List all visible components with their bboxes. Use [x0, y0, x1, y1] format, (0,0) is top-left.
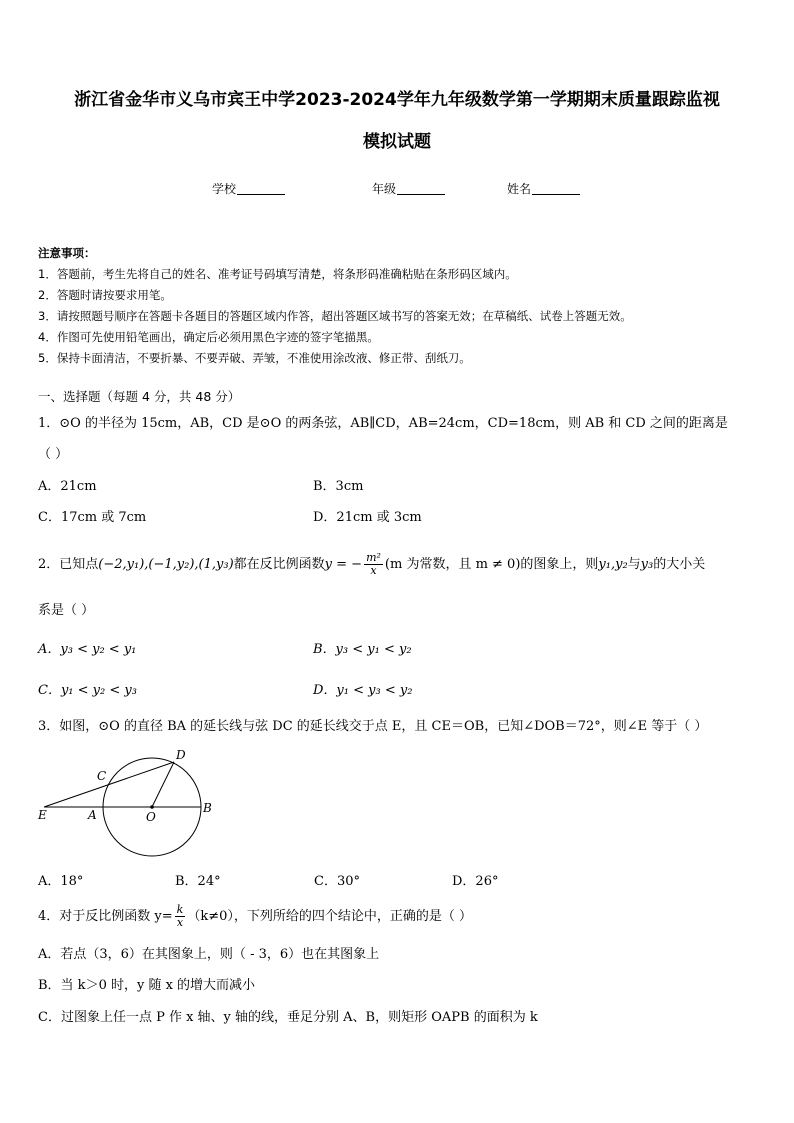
note-item: 5．保持卡面清洁，不要折暴、不要弄破、弄皱，不准使用涂改液、修正带、刮纸刀。	[38, 351, 471, 365]
q2-option-b[interactable]: B．y₃ < y₁ < y₂	[313, 642, 412, 657]
label-o: O	[146, 810, 156, 824]
q2-function-fraction	[364, 552, 383, 577]
exam-title-line-2: 模拟试题	[363, 132, 431, 152]
q1-option-b[interactable]: B．3cm	[313, 479, 364, 494]
q1-stem-line-2: （ ）	[38, 447, 69, 462]
student-info-fields	[0, 180, 794, 202]
q2-points: (−2,y₁),(−1,y₂),(1,y₃)	[98, 557, 234, 572]
q2-stem-line-2: 系是（ ）	[38, 603, 95, 618]
name-blank[interactable]	[532, 182, 580, 195]
section-title: 一、选择题（每题 4 分，共 48 分）	[38, 389, 241, 404]
q2-vars: y₁,y₂	[598, 557, 628, 572]
q3-stem: 3．如图，⊙O 的直径 BA 的延长线与弦 DC 的延长线交于点 E，且 CE＝OB，已知∠DOB＝72°，则∠E 等于（ ）	[38, 719, 708, 734]
q3-option-a[interactable]: A．18°	[38, 874, 84, 889]
q4-option-a[interactable]: A．若点（3，6）在其图象上，则（ - 3，6）也在其图象上	[38, 947, 380, 962]
notes-title: 注意事项：	[38, 246, 96, 260]
label-d: D	[176, 748, 186, 762]
q4-stem	[38, 902, 472, 932]
q4-option-b[interactable]: B．当 k＞0 时，y 随 x 的增大而减小	[38, 978, 256, 993]
q4-option-c[interactable]: C．过图象上任一点 P 作 x 轴、y 轴的线，垂足分别 A、B，则矩形 OAPB 的面积为 k	[38, 1010, 538, 1025]
q3-option-d[interactable]: D．26°	[452, 874, 499, 889]
q1-option-a[interactable]: A．21cm	[38, 479, 97, 494]
q2-stem-line-1	[38, 550, 705, 580]
name-field[interactable]	[507, 180, 580, 197]
note-item: 1．答题前，考生先将自己的姓名、准考证号码填写清楚，将条形码准确粘贴在条形码区域内。	[38, 267, 517, 281]
q2-option-a[interactable]: A．y₃ < y₂ < y₁	[38, 642, 137, 657]
q2-fraction-denominator: x	[370, 564, 377, 577]
grade-field[interactable]	[372, 180, 445, 197]
q4-fraction-denominator: x	[176, 916, 184, 929]
q2-var3: y₃	[640, 557, 654, 572]
exam-title-line-1: 浙江省金华市义乌市宾王中学2023-2024学年九年级数学第一学期期末质量跟踪监视	[74, 90, 720, 110]
notes-section	[38, 244, 768, 369]
q2-text-5: 的大小关	[653, 557, 706, 572]
school-blank[interactable]	[237, 182, 285, 195]
q4-fraction	[175, 904, 186, 929]
note-item: 4．作图可先使用铅笔画出，确定后必须用黑色字迹的签字笔描黑。	[38, 330, 379, 344]
grade-label: 年级	[372, 182, 397, 196]
q2-fraction-numerator: m²	[366, 551, 381, 564]
label-a: A	[88, 808, 97, 822]
center-point-o	[150, 805, 154, 809]
label-c: C	[97, 769, 107, 783]
q4-text-2: （k≠0），下列所给的四个结论中，正确的是（ ）	[187, 909, 472, 924]
note-item: 3．请按照题号顺序在答题卡各题目的答题区域内作答，超出答题区域书写的答案无效；在草稿纸、试卷上答题无效。	[38, 309, 632, 323]
q3-option-c[interactable]: C．30°	[314, 874, 360, 889]
school-label: 学校	[212, 182, 237, 196]
q4-text-1: 4．对于反比例函数 y=	[38, 909, 173, 924]
label-b: B	[203, 801, 212, 815]
q2-option-c[interactable]: C．y₁ < y₂ < y₃	[38, 683, 137, 698]
grade-blank[interactable]	[397, 182, 445, 195]
q1-option-d[interactable]: D．21cm 或 3cm	[313, 510, 422, 525]
q1-stem-line-1: 1．⊙O 的半径为 15cm，AB，CD 是⊙O 的两条弦，AB∥CD，AB=24cm，CD=18cm，则 AB 和 CD 之间的距离是	[38, 416, 728, 431]
line-ed	[44, 762, 174, 807]
q2-text-1: 2．已知点	[38, 557, 99, 572]
q2-function-lhs: y = −	[324, 557, 363, 572]
q3-option-b[interactable]: B．24°	[175, 874, 221, 889]
name-label: 姓名	[507, 182, 532, 196]
note-item: 2．答题时请按要求用笔。	[38, 288, 172, 302]
q3-circle-diagram	[30, 740, 230, 865]
q2-text-2: 都在反比例函数	[233, 557, 325, 572]
q2-option-d[interactable]: D．y₁ < y₃ < y₂	[313, 683, 413, 698]
q2-text-4: 与	[627, 557, 641, 572]
school-field[interactable]	[212, 180, 285, 197]
q4-fraction-numerator: k	[176, 903, 184, 916]
q1-option-c[interactable]: C．17cm 或 7cm	[38, 510, 147, 525]
label-e: E	[38, 808, 47, 822]
q2-text-3: (m 为常数，且 m ≠ 0)的图象上，则	[384, 557, 599, 572]
